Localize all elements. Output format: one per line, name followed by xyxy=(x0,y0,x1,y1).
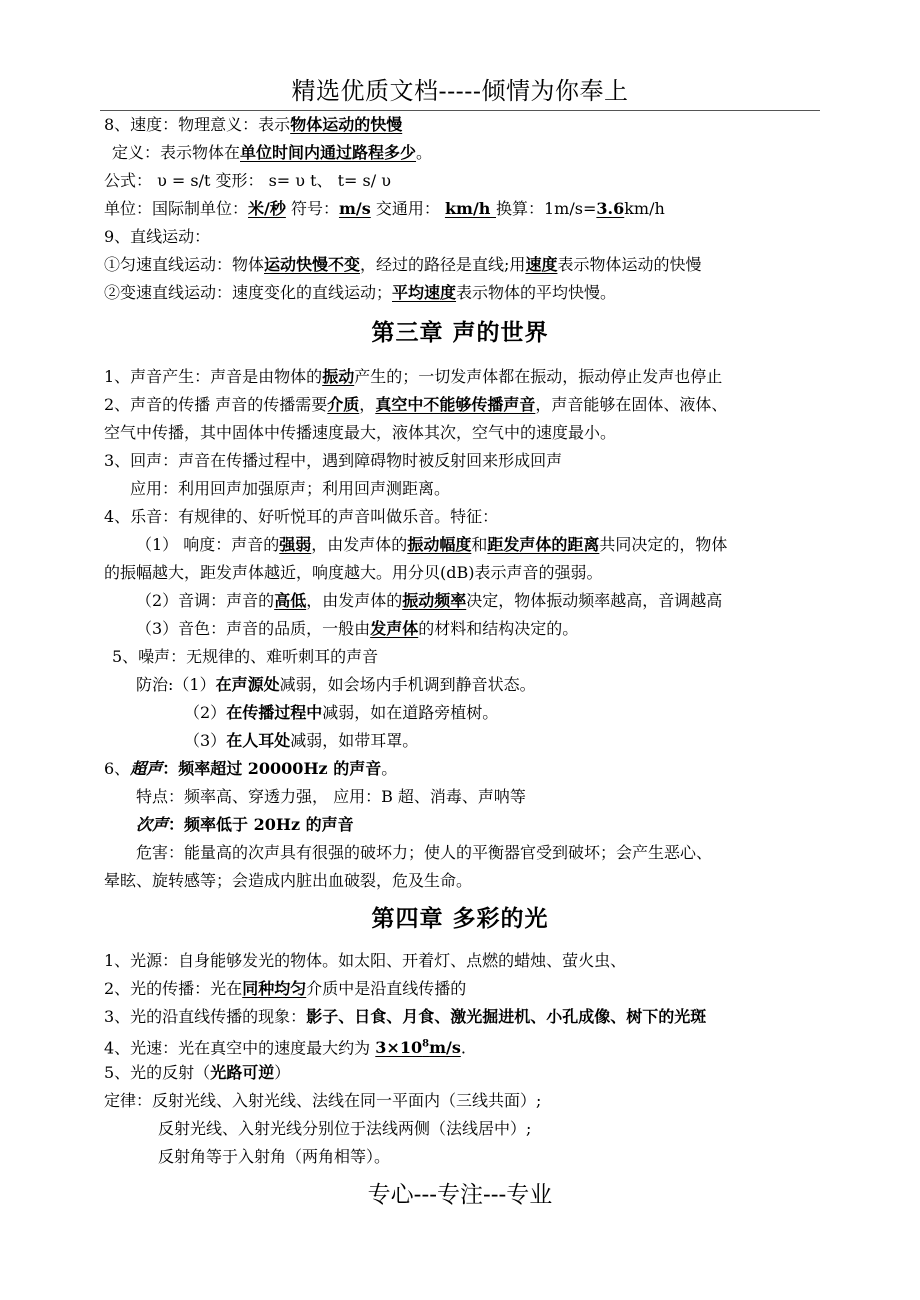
key-term: 米/秒 xyxy=(248,199,286,218)
key-term: 高低 xyxy=(274,591,307,610)
text: ，声音能够在固体、液体、 xyxy=(535,395,728,414)
text: 介质中是沿直线传播的 xyxy=(306,979,467,998)
light-propagation-line xyxy=(104,976,466,1002)
text: . xyxy=(460,1038,466,1058)
text: ，经过的路径是直线;用 xyxy=(360,255,526,274)
key-term: ：频率超过 20000Hz 的声音 xyxy=(162,759,382,778)
key-term: 超声 xyxy=(130,759,163,778)
text: （3）音色：声音的品质，一般由 xyxy=(136,619,371,638)
reflection-law-2: 反射光线、入射光线分别位于法线两侧（法线居中）; xyxy=(158,1119,532,1138)
text: 4、光速：光在真空中的速度最大约为 xyxy=(104,1038,376,1058)
text: ） xyxy=(274,1063,291,1082)
rectilinear-phenomena-line xyxy=(104,1004,706,1030)
page-header: 精选优质文档-----倾情为你奉上 xyxy=(291,77,629,105)
text: 共同决定的，物体 xyxy=(599,535,728,554)
key-term: 单位时间内通过路程多少 xyxy=(240,143,417,162)
key-term: 振动幅度 xyxy=(407,535,472,554)
text: 。 xyxy=(416,143,433,162)
timbre-line xyxy=(136,616,578,642)
musical-sound-line: 4、乐音：有规律的、好听悦耳的声音叫做乐音。特征： xyxy=(104,507,499,526)
key-term: 在声源处 xyxy=(215,675,280,694)
text: （2）音调：声音的 xyxy=(136,591,275,610)
speed-definition-line xyxy=(112,140,432,166)
noise-line: 5、噪声：无规律的、难听刺耳的声音 xyxy=(112,647,379,666)
variable-motion-line xyxy=(104,280,616,306)
key-term: 运动快慢不变 xyxy=(264,255,361,274)
sound-propagation-line xyxy=(104,392,727,418)
key-term: km/h xyxy=(444,199,496,218)
noise-control-3 xyxy=(184,728,418,754)
echo-line: 3、回声：声音在传播过程中，遇到障碍物时被反射回来形成回声 xyxy=(104,451,563,470)
key-term: 影子、日食、月食、激光掘进机、小孔成像、树下的光斑 xyxy=(306,1007,707,1026)
infrasound-hazard-line: 危害：能量高的次声具有很强的破坏力；使人的平衡器官受到破坏；会产生恶心、 xyxy=(136,843,713,862)
sound-propagation-line-2: 空气中传播，其中固体中传播速度最大，液体其次，空气中的速度最小。 xyxy=(104,423,617,442)
text: 1、声音产生：声音是由物体的 xyxy=(104,367,323,386)
key-term: 在传播过程中 xyxy=(226,703,323,722)
text: 3×10 xyxy=(375,1038,423,1058)
text: 表示物体的平均快慢。 xyxy=(456,283,617,302)
reflection-law-3: 反射角等于入射角（两角相等）。 xyxy=(158,1147,391,1166)
reflection-law-1: 定律：反射光线、入射光线、法线在同一平面内（三线共面）; xyxy=(104,1091,542,1110)
loudness-line xyxy=(136,532,727,558)
chapter-3-title: 第三章 声的世界 xyxy=(371,319,549,346)
chapter-4-title: 第四章 多彩的光 xyxy=(371,905,549,932)
text: ①匀速直线运动：物体 xyxy=(104,255,265,274)
key-term: m/s xyxy=(338,199,371,218)
text: （3） xyxy=(184,731,227,750)
text: 。 xyxy=(381,759,398,778)
key-term: 真空中不能够传播声音 xyxy=(375,395,536,414)
text: 减弱，如在道路旁植树。 xyxy=(322,703,499,722)
text: （2） xyxy=(184,703,227,722)
key-term: 振动频率 xyxy=(402,591,467,610)
text: 定义：表示物体在 xyxy=(112,143,241,162)
noise-control-2 xyxy=(184,700,498,726)
text: 防治:（1） xyxy=(136,675,216,694)
text: 符号： xyxy=(285,199,339,218)
ultrasound-features-line: 特点：频率高、穿透力强， 应用：B 超、消毒、声呐等 xyxy=(136,787,526,806)
key-term: 3.6 xyxy=(596,199,625,218)
key-term: 次声 xyxy=(136,815,169,834)
infrasound-hazard-line-2: 晕眩、旋转感等；会造成内脏出血破裂，危及生命。 xyxy=(104,871,473,890)
speed-unit-line xyxy=(104,196,665,222)
key-term: 平均速度 xyxy=(392,283,457,302)
key-term: ：频率低于 20Hz 的声音 xyxy=(168,815,354,834)
light-speed-value xyxy=(375,1038,461,1057)
reflection-heading xyxy=(104,1060,290,1086)
key-term: 强弱 xyxy=(279,535,312,554)
text: 8、速度：物理意义：表示 xyxy=(104,115,291,134)
text: 的材料和结构决定的。 xyxy=(418,619,579,638)
exponent: 8 xyxy=(422,1039,430,1050)
key-term: 在人耳处 xyxy=(226,731,291,750)
text: 交通用： xyxy=(370,199,445,218)
ultrasound-line xyxy=(104,756,397,782)
text: （1） 响度：声音的 xyxy=(136,535,280,554)
text: 2、光的传播：光在 xyxy=(104,979,243,998)
text: km/h xyxy=(624,199,665,218)
text: 表示物体运动的快慢 xyxy=(557,255,702,274)
text: ②变速直线运动：速度变化的直线运动； xyxy=(104,283,393,302)
echo-application-line: 应用：利用回声加强原声；利用回声测距离。 xyxy=(130,479,451,498)
text: 减弱，如带耳罩。 xyxy=(290,731,419,750)
page-footer: 专心---专注---专业 xyxy=(367,1182,553,1208)
key-term: 介质 xyxy=(327,395,360,414)
text: 减弱，如会场内手机调到静音状态。 xyxy=(279,675,536,694)
text: m/s xyxy=(429,1038,461,1058)
key-term: 振动 xyxy=(322,367,355,386)
speed-meaning-line xyxy=(104,112,402,138)
header-rule xyxy=(100,110,820,111)
text: 3、光的沿直线传播的现象： xyxy=(104,1007,307,1026)
key-term: 同种均匀 xyxy=(242,979,307,998)
text: 单位：国际制单位： xyxy=(104,199,249,218)
sound-production-line xyxy=(104,364,722,390)
loudness-line-2: 的振幅越大，距发声体越近，响度越大。用分贝(dB)表示声音的强弱。 xyxy=(104,563,603,582)
text: 决定，物体振动频率越高，音调越高 xyxy=(466,591,723,610)
text: ，由发声体的 xyxy=(306,591,403,610)
light-source-line: 1、光源：自身能够发光的物体。如太阳、开着灯、点燃的蜡烛、萤火虫、 xyxy=(104,951,627,970)
text: 和 xyxy=(471,535,488,554)
pitch-line xyxy=(136,588,722,614)
text: 2、声音的传播 声音的传播需要 xyxy=(104,395,328,414)
key-term: 发声体 xyxy=(370,619,419,638)
text: ，由发声体的 xyxy=(311,535,408,554)
infrasound-line xyxy=(136,812,354,838)
key-term: 物体运动的快慢 xyxy=(290,115,403,134)
speed-formula-line: 公式： υ = s/t 变形： s= υ t、 t= s/ υ xyxy=(104,171,391,190)
text: 6、 xyxy=(104,759,131,778)
noise-control-1 xyxy=(136,672,536,698)
linear-motion-heading: 9、直线运动： xyxy=(104,227,211,246)
key-term: 速度 xyxy=(525,255,558,274)
text: 换算：1m/s= xyxy=(496,199,597,218)
light-speed-line xyxy=(104,1032,466,1061)
key-term: 光路可逆 xyxy=(210,1063,275,1082)
text: 5、光的反射（ xyxy=(104,1063,211,1082)
text: ， xyxy=(359,395,376,414)
key-term: 距发声体的距离 xyxy=(487,535,600,554)
text: 产生的；一切发声体都在振动，振动停止发声也停止 xyxy=(354,367,723,386)
uniform-motion-line xyxy=(104,252,701,278)
